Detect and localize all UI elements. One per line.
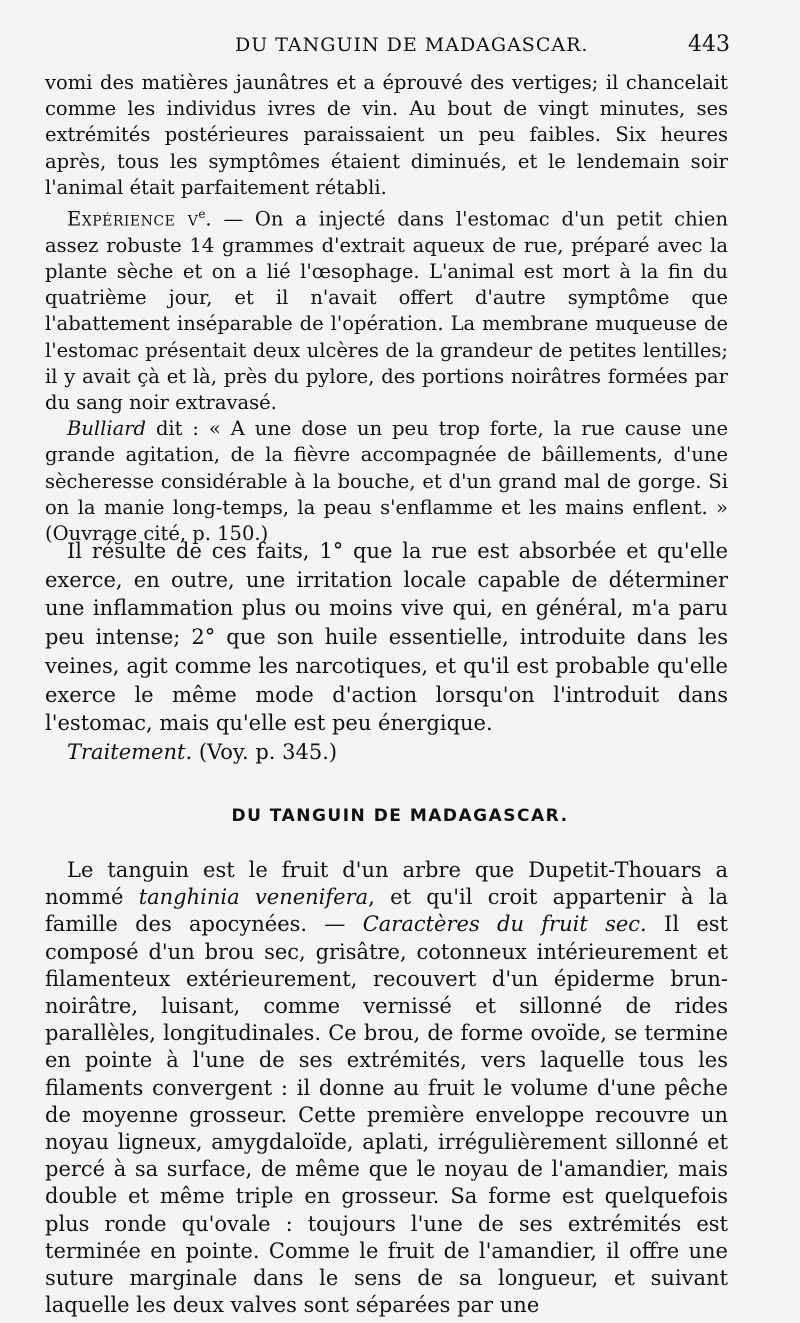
paragraph-conclusion: Il résulte de ces faits, 1° que la rue est absorbée et qu'elle exerce, en outre, une irritation locale capable de déterminer une inflammation plus ou moins vive qui, en général, m'a paru peu intense; 2° que son huile essentielle, introduite dans les veines, agit comme les narcotiques, et qu'il est probable qu'elle exerce le même mode d'action lorsqu'on l'introduit dans l'estomac, mais qu'elle est peu énergique. <box>45 539 728 736</box>
bulliard-author: Bulliard <box>67 417 147 441</box>
paragraph-bulliard <box>45 416 728 547</box>
tanguin-text-1: Le tanguin est le fruit d'un arbre que Dupetit-Thouars a nommé <box>45 858 728 910</box>
experience-text: . — On a injecté dans l'estomac d'un petit chien assez robuste 14 grammes d'extrait aqueux de rue, préparé avec la plante sèche et on a lié l'œsophage. L'animal est mort à la fin du quatrième jour, et il n'avait offert d'autre symptôme que l'abattement inséparable de l'opération. La membrane muqueuse de l'estomac présentait deux ulcères de la grandeur de petites lentilles; il y avait çà et là, près du pylore, des portions noirâtres formées par du sang noir extravasé. <box>45 207 729 414</box>
tanguin-species: tanghinia venenifera <box>138 885 369 910</box>
text-block-conclusion <box>45 537 728 767</box>
tanguin-text-2: , et qu'il croit appartenir à la famille des apocynées. — <box>45 885 728 937</box>
paragraph-traitement <box>45 738 728 767</box>
running-head: DU TANGUIN DE MADAGASCAR. <box>235 34 589 56</box>
bulliard-text: dit : « A une dose un peu trop forte, la rue cause une grande agitation, de la fièvre accompagnée de bâillements, d'une sècheresse considérable à la bouche, et d'un grand mal de gorge. Si on la manie long-temps, la peau s'enflamme et les mains enflent. » (Ouvrage cité, p. 150.) <box>45 417 728 545</box>
paragraph-tanguin <box>45 857 728 1319</box>
text-block-tanguin <box>45 857 728 1319</box>
tanguin-subheading: Caractères du fruit sec. <box>362 912 647 937</box>
page-header <box>45 34 730 64</box>
experience-label-sup: e <box>198 207 206 222</box>
text-block-top <box>45 70 728 547</box>
experience-label: Expérience v <box>67 207 199 231</box>
paragraph-experience-5 <box>45 201 728 416</box>
traitement-label: Traitement. <box>67 739 193 764</box>
tanguin-text-3: Il est composé d'un brou sec, grisâtre, cotonneux intérieurement et filamenteux extérieurement, recouvert d'un épiderme brun-noirâtre, luisant, comme vernissé et sillonné de rides parallèles, longitudinales. Ce brou, de forme ovoïde, se termine en pointe à l'une de ses extrémités, vers laquelle tous les filaments convergent : il donne au fruit le volume d'une pêche de moyenne grosseur. Cette première enveloppe recouvre un noyau ligneux, amygdaloïde, aplati, irrégulièrement sillonné et percé à sa surface, de même que le noyau de l'amandier, mais double et même triple en grosseur. Sa forme est quelquefois plus ronde qu'ovale : toujours l'une de ses extrémités est terminée en pointe. Comme le fruit de l'amandier, il offre une suture marginale dans le sens de sa longueur, et suivant laquelle les deux valves sont séparées par une <box>45 912 728 1318</box>
paragraph-continued: vomi des matières jaunâtres et a éprouvé des vertiges; il chancelait comme les individus ivres de vin. Au bout de vingt minutes, ses extrémités postérieures paraissaient un peu faibles. Six heures après, tous les symptômes étaient diminués, et le lendemain soir l'animal était parfaitement rétabli. <box>45 71 728 199</box>
page-number: 443 <box>688 32 730 57</box>
traitement-text: (Voy. p. 345.) <box>192 739 338 764</box>
section-title: DU TANGUIN DE MADAGASCAR. <box>231 806 569 826</box>
